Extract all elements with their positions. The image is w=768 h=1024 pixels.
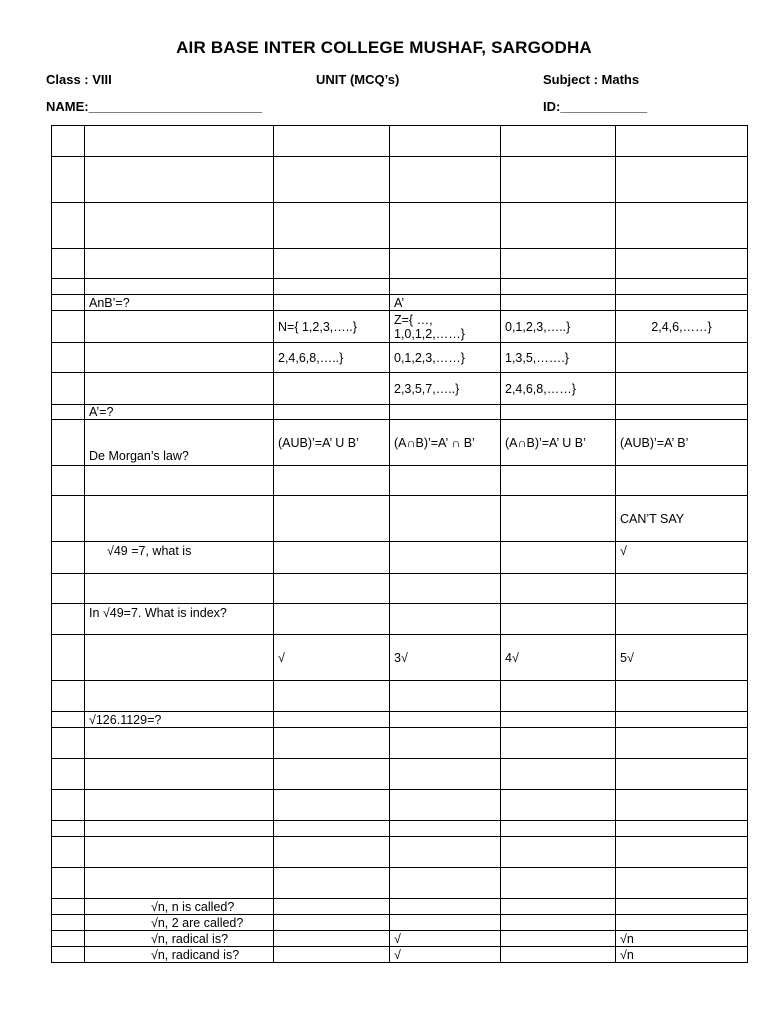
option-a-cell	[274, 373, 390, 405]
table-cell	[616, 681, 748, 712]
table-cell	[52, 574, 85, 604]
table-cell	[85, 868, 274, 899]
table-cell	[390, 126, 501, 157]
option-c-cell	[501, 915, 616, 931]
table-row	[52, 790, 748, 821]
table-cell	[616, 837, 748, 868]
table-row	[52, 373, 748, 405]
table-cell	[390, 279, 501, 295]
option-b-cell: 2,3,5,7,…..}	[390, 373, 501, 405]
option-c-cell	[501, 604, 616, 635]
table-row	[52, 420, 748, 466]
table-row	[52, 279, 748, 295]
option-b-cell: A’	[390, 295, 501, 311]
option-d-cell	[616, 915, 748, 931]
table-row	[52, 203, 748, 249]
table-cell	[274, 837, 390, 868]
table-cell	[501, 574, 616, 604]
table-cell	[52, 157, 85, 203]
option-d-cell	[616, 712, 748, 728]
mcq-table	[51, 125, 748, 963]
name-field[interactable]: NAME:________________________	[46, 99, 263, 114]
option-d-cell: √n	[616, 947, 748, 963]
table-cell	[274, 868, 390, 899]
table-cell	[390, 728, 501, 759]
option-d-cell: 2,4,6,……}	[616, 311, 748, 343]
table-row	[52, 915, 748, 931]
table-cell	[274, 203, 390, 249]
table-cell	[616, 821, 748, 837]
table-cell	[616, 203, 748, 249]
option-b-cell: √	[390, 947, 501, 963]
table-cell	[501, 790, 616, 821]
table-cell	[85, 728, 274, 759]
table-cell	[274, 759, 390, 790]
option-a-cell	[274, 496, 390, 542]
option-b-cell: 0,1,2,3,……}	[390, 343, 501, 373]
table-cell	[274, 126, 390, 157]
question-cell: √126.1129=?	[85, 712, 274, 728]
option-d-cell	[616, 604, 748, 635]
option-b-cell	[390, 496, 501, 542]
option-c-cell	[501, 931, 616, 947]
table-row	[52, 759, 748, 790]
table-cell	[274, 681, 390, 712]
option-d-cell: √	[616, 542, 748, 574]
table-cell	[52, 712, 85, 728]
table-cell	[501, 249, 616, 279]
option-b-cell	[390, 542, 501, 574]
table-cell	[501, 203, 616, 249]
option-a-cell	[274, 915, 390, 931]
table-cell	[85, 466, 274, 496]
table-cell	[52, 759, 85, 790]
table-cell	[616, 157, 748, 203]
table-row	[52, 681, 748, 712]
option-b-cell: 3√	[390, 635, 501, 681]
table-cell	[52, 203, 85, 249]
table-cell	[52, 279, 85, 295]
table-row	[52, 931, 748, 947]
table-cell	[501, 126, 616, 157]
table-cell	[274, 466, 390, 496]
table-cell	[390, 790, 501, 821]
table-cell	[274, 279, 390, 295]
table-cell	[274, 790, 390, 821]
option-a-cell: (AUB)’=A’ U B’	[274, 420, 390, 466]
option-b-cell	[390, 712, 501, 728]
table-cell	[52, 947, 85, 963]
option-b-cell: (A∩B)’=A’ ∩ B’	[390, 420, 501, 466]
table-cell	[501, 157, 616, 203]
table-cell	[52, 496, 85, 542]
table-cell	[616, 466, 748, 496]
table-row	[52, 728, 748, 759]
table-cell	[501, 868, 616, 899]
table-cell	[85, 126, 274, 157]
option-d-cell: √n	[616, 931, 748, 947]
table-cell	[52, 635, 85, 681]
table-cell	[52, 343, 85, 373]
table-cell	[85, 279, 274, 295]
table-row	[52, 574, 748, 604]
option-d-cell	[616, 405, 748, 420]
question-cell: AnB’=?	[85, 295, 274, 311]
question-cell: √n, n is called?	[85, 899, 274, 915]
option-c-cell	[501, 496, 616, 542]
option-d-cell	[616, 373, 748, 405]
option-a-cell	[274, 899, 390, 915]
table-cell	[52, 373, 85, 405]
option-c-cell	[501, 295, 616, 311]
table-cell	[390, 759, 501, 790]
table-row	[52, 542, 748, 574]
table-cell	[501, 279, 616, 295]
table-cell	[52, 126, 85, 157]
table-cell	[390, 574, 501, 604]
option-b-cell	[390, 405, 501, 420]
table-cell	[616, 249, 748, 279]
question-cell: √n, radicand is?	[85, 947, 274, 963]
subject-label: Subject : Maths	[543, 72, 640, 87]
table-cell	[501, 759, 616, 790]
option-d-cell	[616, 899, 748, 915]
table-cell	[85, 759, 274, 790]
option-a-cell	[274, 542, 390, 574]
table-row	[52, 821, 748, 837]
table-cell	[52, 542, 85, 574]
option-a-cell	[274, 405, 390, 420]
option-b-cell	[390, 899, 501, 915]
table-row	[52, 249, 748, 279]
option-c-cell: 0,1,2,3,…..}	[501, 311, 616, 343]
question-cell	[85, 311, 274, 343]
table-cell	[85, 157, 274, 203]
table-cell	[52, 790, 85, 821]
table-cell	[390, 821, 501, 837]
table-row	[52, 295, 748, 311]
id-field[interactable]: ID:____________	[543, 99, 648, 114]
table-row	[52, 126, 748, 157]
option-d-cell	[616, 343, 748, 373]
table-row	[52, 311, 748, 343]
table-cell	[52, 295, 85, 311]
table-cell	[85, 821, 274, 837]
table-row	[52, 604, 748, 635]
question-cell: De Morgan’s law?	[85, 420, 274, 466]
option-d-cell: 5√	[616, 635, 748, 681]
table-cell	[501, 821, 616, 837]
table-row	[52, 899, 748, 915]
table-cell	[52, 311, 85, 343]
table-cell	[616, 279, 748, 295]
table-row	[52, 868, 748, 899]
table-row	[52, 947, 748, 963]
table-cell	[274, 728, 390, 759]
table-cell	[52, 837, 85, 868]
option-a-cell: √	[274, 635, 390, 681]
table-cell	[390, 466, 501, 496]
option-c-cell: 4√	[501, 635, 616, 681]
table-cell	[616, 728, 748, 759]
table-cell	[52, 821, 85, 837]
table-cell	[85, 790, 274, 821]
table-cell	[85, 837, 274, 868]
table-cell	[274, 574, 390, 604]
table-cell	[390, 203, 501, 249]
table-row	[52, 405, 748, 420]
question-cell: In √49=7. What is index?	[85, 604, 274, 635]
option-a-cell	[274, 295, 390, 311]
table-cell	[52, 405, 85, 420]
table-cell	[501, 837, 616, 868]
option-d-cell: CAN’T SAY	[616, 496, 748, 542]
option-a-cell	[274, 947, 390, 963]
option-c-cell	[501, 712, 616, 728]
question-cell: √n, radical is?	[85, 931, 274, 947]
table-row	[52, 466, 748, 496]
college-title: AIR BASE INTER COLLEGE MUSHAF, SARGODHA	[176, 38, 592, 57]
option-b-cell: √	[390, 931, 501, 947]
option-c-cell: 1,3,5,…….}	[501, 343, 616, 373]
option-a-cell	[274, 712, 390, 728]
table-cell	[616, 126, 748, 157]
option-b-cell	[390, 604, 501, 635]
question-cell: √49 =7, what is	[85, 542, 274, 574]
option-a-cell	[274, 604, 390, 635]
option-c-cell	[501, 405, 616, 420]
table-cell	[52, 681, 85, 712]
option-a-cell	[274, 931, 390, 947]
table-cell	[85, 574, 274, 604]
table-cell	[85, 249, 274, 279]
table-row	[52, 496, 748, 542]
table-cell	[52, 931, 85, 947]
table-cell	[52, 604, 85, 635]
table-cell	[52, 466, 85, 496]
table-cell	[616, 574, 748, 604]
question-cell	[85, 343, 274, 373]
option-b-cell	[390, 915, 501, 931]
table-cell	[85, 203, 274, 249]
table-cell	[616, 868, 748, 899]
table-row	[52, 343, 748, 373]
table-cell	[52, 728, 85, 759]
table-row	[52, 837, 748, 868]
table-cell	[274, 249, 390, 279]
table-cell	[390, 837, 501, 868]
option-c-cell	[501, 947, 616, 963]
table-cell	[501, 466, 616, 496]
table-cell	[616, 759, 748, 790]
table-cell	[390, 681, 501, 712]
table-cell	[390, 249, 501, 279]
option-c-cell: (A∩B)’=A’ U B’	[501, 420, 616, 466]
table-row	[52, 712, 748, 728]
table-cell	[274, 821, 390, 837]
table-cell	[52, 420, 85, 466]
option-b-cell: Z={ …, 1,0,1,2,……}	[390, 311, 501, 343]
table-row	[52, 157, 748, 203]
class-label: Class : VIII	[46, 72, 112, 87]
question-cell: A’=?	[85, 405, 274, 420]
question-cell	[85, 496, 274, 542]
table-cell	[390, 868, 501, 899]
option-d-cell	[616, 295, 748, 311]
option-c-cell: 2,4,6,8,……}	[501, 373, 616, 405]
option-a-cell: N={ 1,2,3,…..}	[274, 311, 390, 343]
table-cell	[274, 157, 390, 203]
unit-label: UNIT (MCQ’s)	[316, 72, 400, 87]
table-cell	[52, 868, 85, 899]
option-c-cell	[501, 542, 616, 574]
question-cell: √n, 2 are called?	[85, 915, 274, 931]
table-cell	[85, 681, 274, 712]
table-cell	[52, 249, 85, 279]
table-cell	[501, 728, 616, 759]
option-c-cell	[501, 899, 616, 915]
table-cell	[52, 899, 85, 915]
option-a-cell: 2,4,6,8,…..}	[274, 343, 390, 373]
table-cell	[501, 681, 616, 712]
table-cell	[616, 790, 748, 821]
table-cell	[52, 915, 85, 931]
table-cell	[390, 157, 501, 203]
question-cell	[85, 373, 274, 405]
table-row	[52, 635, 748, 681]
question-cell	[85, 635, 274, 681]
option-d-cell: (AUB)’=A’ B’	[616, 420, 748, 466]
